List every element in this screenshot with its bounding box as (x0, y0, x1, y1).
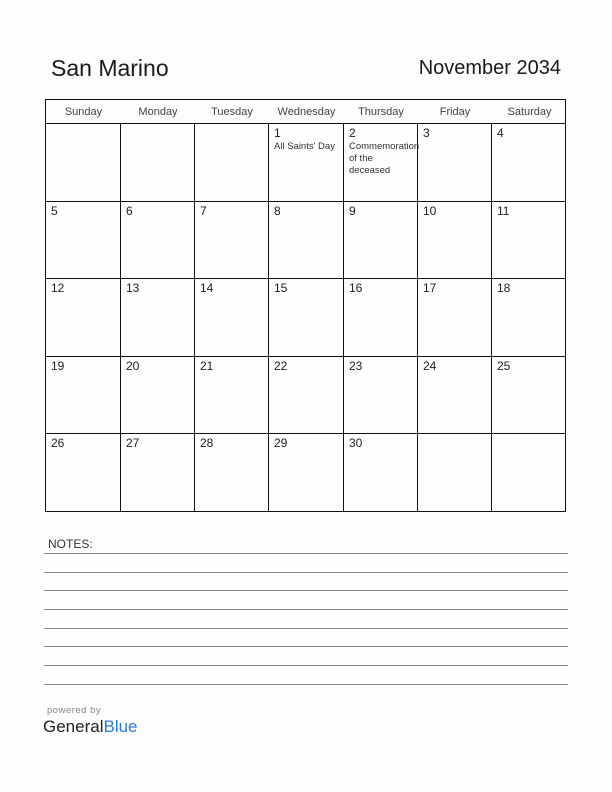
powered-by-text: powered by (47, 705, 102, 716)
day-cell (344, 124, 418, 201)
day-cell (269, 279, 344, 356)
day-number: 10 (423, 203, 437, 218)
day-number: 28 (200, 436, 214, 451)
day-number: 20 (126, 358, 140, 373)
notes-line (44, 572, 568, 573)
day-number: 30 (349, 436, 363, 451)
notes-line (44, 665, 568, 666)
day-number: 15 (274, 281, 288, 296)
day-number: 25 (497, 358, 511, 373)
day-number: 14 (200, 281, 214, 296)
day-cell (46, 434, 121, 512)
calendar-month-year: November 2034 (418, 57, 561, 79)
day-cell (269, 357, 344, 434)
notes-line (44, 646, 568, 647)
weekday-saturday: Saturday (507, 106, 552, 118)
day-cell (121, 357, 195, 434)
day-number: 12 (51, 281, 65, 296)
day-cell (195, 279, 269, 356)
day-cell (492, 279, 567, 356)
day-number: 26 (51, 436, 65, 451)
day-cell (195, 434, 269, 512)
day-number: 19 (51, 358, 65, 373)
weekday-wednesday: Wednesday (277, 106, 336, 118)
week-row (46, 124, 565, 202)
day-cell (121, 124, 195, 201)
notes-line (44, 553, 568, 554)
day-cell (492, 202, 567, 279)
weekday-thursday: Thursday (358, 106, 404, 118)
day-number: 6 (126, 203, 133, 218)
day-number: 5 (51, 203, 58, 218)
day-number: 27 (126, 436, 140, 451)
day-cell (121, 202, 195, 279)
notes-line (44, 590, 568, 591)
weekday-friday: Friday (439, 106, 471, 118)
day-number: 18 (497, 281, 511, 296)
notes-line (44, 628, 568, 629)
weekday-monday: Monday (138, 106, 178, 118)
day-number: 23 (349, 358, 363, 373)
calendar-grid (45, 99, 566, 512)
day-number: 4 (497, 126, 504, 140)
notes-line (44, 609, 568, 610)
day-cell (418, 202, 492, 279)
day-number: 16 (349, 281, 363, 296)
day-number: 17 (423, 281, 437, 296)
day-number: 22 (274, 358, 288, 373)
weekday-tuesday: Tuesday (211, 106, 253, 118)
day-cell (46, 202, 121, 279)
day-cell (344, 202, 418, 279)
day-cell (269, 202, 344, 279)
day-cell (344, 357, 418, 434)
notes-line (44, 684, 568, 685)
day-number: 29 (274, 436, 288, 451)
notes-label: NOTES: (48, 537, 93, 551)
day-cell (418, 434, 492, 512)
day-number: 2 (349, 126, 356, 140)
holiday-label: All Saints' Day (274, 141, 335, 152)
week-row (46, 357, 565, 435)
day-cell (418, 279, 492, 356)
week-row (46, 434, 565, 512)
day-number: 1 (274, 126, 281, 140)
day-cell (195, 357, 269, 434)
day-cell (344, 279, 418, 356)
day-cell (418, 357, 492, 434)
day-cell (121, 279, 195, 356)
day-number: 21 (200, 358, 214, 373)
day-number: 3 (423, 126, 430, 140)
day-cell (418, 124, 492, 201)
day-number: 9 (349, 203, 356, 218)
day-cell (269, 434, 344, 512)
day-cell (195, 202, 269, 279)
day-cell (121, 434, 195, 512)
day-cell (46, 124, 121, 201)
day-number: 13 (126, 281, 140, 296)
day-cell (46, 357, 121, 434)
day-cell (46, 279, 121, 356)
day-cell (269, 124, 344, 201)
weekday-header-row (46, 100, 565, 124)
week-row (46, 202, 565, 280)
day-number: 7 (200, 203, 207, 218)
day-cell (492, 357, 567, 434)
day-cell (492, 434, 567, 512)
day-number: 24 (423, 358, 437, 373)
holiday-label: Commemoration of the deceased (349, 141, 420, 176)
day-cell (195, 124, 269, 201)
calendar-country-title: San Marino (51, 55, 169, 81)
day-number: 8 (274, 203, 281, 218)
brand-general: General (43, 717, 104, 736)
day-cell (344, 434, 418, 512)
day-cell (492, 124, 567, 201)
day-number: 11 (497, 203, 510, 218)
weekday-sunday: Sunday (64, 106, 103, 118)
generalblue-logo (43, 717, 138, 737)
brand-blue: Blue (103, 717, 138, 736)
week-row (46, 279, 565, 357)
